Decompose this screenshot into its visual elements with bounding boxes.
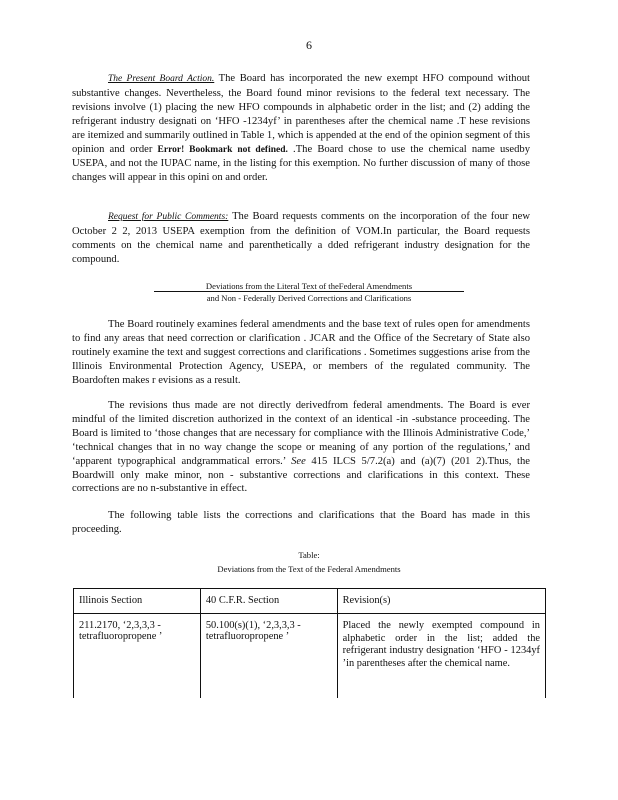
citation-signal: See	[291, 455, 306, 467]
paragraph-heading: The Present Board Action.	[108, 74, 215, 84]
section-heading	[154, 281, 464, 291]
paragraph-text: .The Board chose to use the chemical name usedby USEPA, and not the IUPAC name, in the listing for this exemption. No further discussion of many of those changes will appear in this opini on and order.	[72, 143, 531, 184]
paragraph-revisions	[72, 399, 530, 496]
table-header-cell: Revision(s)	[337, 589, 545, 614]
table-cell-revisions: Placed the newly exempted compound in alphabetic order in the list; added the refrigerant industry designation ‘HFO - 1234yf ’in parentheses after the chemical name.	[337, 614, 545, 699]
paragraph-text: 415 ILCS 5/7.2(a) and (a)(7) (201 2).Thus, the Boardwill only make minor, non - substantive corrections and clarifications in this context. These corrections are no n-substantive in effect.	[72, 455, 530, 495]
paragraph-text: The Board routinely examines federal amendments and the base text of rules open for amendments to find any areas that need correction or clarification . JCAR and the Office of the Secretary of State also routinely examine the text and suggest corrections and clarifications . Sometimes suggestions arise from the Illinois Environmental Protection Agency, USEPA, or members of the regulated community. The Boardoften makes r evisions as a result.	[72, 319, 530, 386]
paragraph-present-board-action	[72, 72, 530, 185]
table-header-cell: 40 C.F.R. Section	[200, 589, 337, 614]
section-heading-rule	[154, 291, 464, 292]
deviations-table	[73, 588, 546, 698]
table-header-cell: Illinois Section	[74, 589, 201, 614]
table-cell-illinois-section: 211.2170, ‘2,3,3,3 - tetrafluoropropene ’	[74, 614, 201, 699]
error-reference: Error! Bookmark not defined.	[157, 144, 288, 155]
section-heading-line-1: Deviations from the Literal Text of theFederal Amendments	[205, 281, 413, 291]
paragraph-text: The following table lists the corrections and clarifications that the Board has made in this proceeding.	[72, 510, 530, 535]
section-heading-line-2: and Non - Federally Derived Corrections and Clarifications	[206, 293, 412, 303]
table-caption-subtitle: Deviations from the Text of the Federal Amendments	[217, 564, 401, 574]
table-row	[74, 614, 546, 699]
table-header-row	[74, 589, 546, 614]
paragraph-text: The Board requests comments on the incorporation of the four new October 2 2, 2013 USEPA exemption from the definition of VOM.In particular, the Board requests comments on the chemical name and parenthetically a dded refrigerant industry designation for the compound.	[72, 211, 531, 265]
paragraph-heading: Request for Public Comments:	[108, 212, 229, 222]
table-cell-cfr-section: 50.100(s)(1), ‘2,3,3,3 - tetrafluoropropene ’	[200, 614, 337, 699]
paragraph-public-comments	[72, 210, 530, 267]
paragraph-table-intro	[72, 509, 530, 537]
paragraph-routine-examination	[72, 318, 530, 388]
table-caption-title: Table:	[298, 550, 320, 560]
paragraph-text: The Board has incorporated the new exempt HFO compound without substantive changes. Nevertheless, the Board found minor revisions to the federal text necessary. The revisions involve (1) placing the new HFO compounds in alphabetic order in the list; and (2) adding the refrigerant industry designati on ‘HFO -1234yf’ in parentheses after the chemical name .T hese revisions are itemized and summarily outlined in Table 1, which is appended at the end of the opinion segment of this opinion and order	[72, 73, 530, 155]
page-number: 6	[306, 38, 312, 52]
paragraph-text: The revisions thus made are not directly derivedfrom federal amendments. The Board is ever mindful of the limited discretion authorized in the context of an identical -in -substance proceeding. The Board is limited to ‘those changes that are necessary for compliance with the Illinois Administrative Code,’ ‘technical changes that in no way change the scope or meaning of any portion of the regulations,’ and ‘apparent typographical andgrammatical errors.’	[72, 400, 530, 467]
section-heading-sub	[154, 293, 464, 303]
